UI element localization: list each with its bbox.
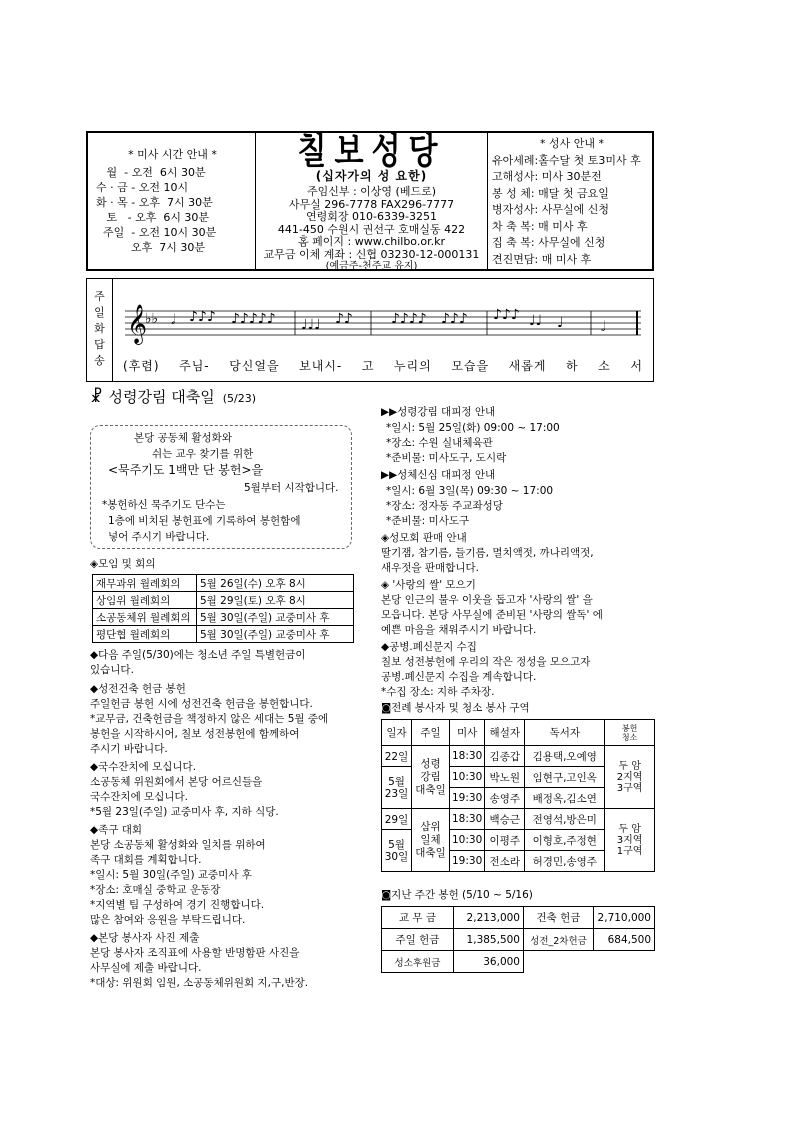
mass-row: 오후 7시 30분 (96, 241, 205, 254)
date-cell: 29일 (382, 809, 412, 830)
lyric: 당신얼을 (229, 359, 280, 373)
sacrament-title: * 성사 안내 * (540, 137, 604, 150)
cell: 건축 헌금 (524, 907, 594, 929)
retreat2-line: *일시: 6월 3일(목) 09:30 ~ 17:00 (386, 485, 554, 497)
svg-text:𝅗𝅥: 𝅗𝅥 (171, 312, 176, 328)
retreat1-line: *준비물: 미사도구, 도시락 (386, 452, 507, 464)
service-heading: ◙전례 봉사자 및 청소 봉사 구역 (381, 702, 530, 714)
table-row (382, 929, 655, 951)
svg-text:♪♪♪♪♪: ♪♪♪♪♪ (231, 311, 276, 327)
cell: 평단협 월례회의 (93, 626, 197, 643)
cell (524, 951, 594, 973)
mass-row: 월 - 오전 6시 30분 (96, 166, 206, 179)
cell: 이평주 (485, 830, 525, 851)
svg-text:♪♪♪: ♪♪♪ (441, 311, 468, 327)
church-subtitle: (십자가의 성 요한) (315, 169, 428, 183)
cell: 재무과위 월례회의 (93, 575, 197, 592)
lyric: 고 (361, 359, 375, 373)
feast-heading: ◆국수잔치에 모십니다. (90, 761, 197, 773)
cell: 허경민,송영주 (525, 851, 605, 872)
bottle-line: 칠보 성전봉헌에 우리의 작은 정성을 모으고자 (381, 656, 591, 668)
table-row (93, 609, 354, 626)
psalm-side-label (87, 279, 113, 381)
bottle-heading: ◆공병.폐신문지 수집 (381, 641, 477, 653)
svg-text:♪♪♪: ♪♪♪ (493, 307, 520, 323)
rice-heading: ◈ '사랑의 쌀' 모으기 (381, 579, 476, 591)
lyric: 보내시- (299, 359, 343, 373)
rice-line: 예쁜 마음을 채워주시기 바랍니다. (381, 624, 537, 636)
table-row (93, 592, 354, 609)
mass-row: 토 - 오후 6시 30분 (96, 211, 210, 224)
cell: 소공동체위 월례회의 (93, 609, 197, 626)
bottle-line: *수집 장소: 지하 주차장. (381, 686, 495, 698)
retreat2-line: *준비물: 미사도구 (386, 515, 470, 527)
cell: 19:30 (450, 851, 485, 872)
account-note: (예금주-천주교 유지) (325, 261, 418, 272)
page-title (90, 386, 256, 407)
table-row (382, 809, 655, 830)
build-line: *교무금, 건축헌금을 책정하지 않은 세대는 5월 중에 (90, 713, 329, 725)
feast-line: *5월 23일(주일) 교중미사 후, 지하 식당. (90, 806, 279, 818)
cell: 박노원 (485, 767, 525, 788)
header-cell: 봉헌 청소 (605, 720, 655, 746)
svg-text:♪♪♪♪: ♪♪♪♪ (391, 311, 427, 327)
soccer-line: *장소: 호매실 중학교 운동장 (90, 884, 221, 896)
notice-line: 본당 공동체 활성화와 (134, 432, 232, 444)
chi-rho-icon: ☧ (90, 387, 103, 406)
mother-line: 딸기잼, 참기름, 들기름, 멸치액젓, 까나리액젓, (381, 547, 594, 559)
soccer-line: 많은 참여와 응원을 부탁드립니다. (90, 914, 246, 926)
cell: 임현구,고인옥 (525, 767, 605, 788)
table-row (382, 746, 655, 767)
sacrament-row: 차 축 복: 매 미사 후 (492, 219, 588, 233)
cell: 전영석,방은미 (525, 809, 605, 830)
offering-heading: ◙지난 주간 봉헌 (5/10 ~ 5/16) (381, 889, 533, 901)
cell: 5월 30일(주일) 교중미사 후 (197, 609, 354, 626)
mass-row: 주일 - 오전 10시 30분 (96, 226, 217, 239)
cell: 교 무 금 (382, 907, 454, 929)
info-line: 주임신부 : 이상영 (베드로) (306, 185, 437, 198)
cell: 36,000 (454, 951, 524, 973)
retreat2-heading: ▶▶성체신심 대피정 안내 (381, 469, 496, 481)
side-char: 송 (94, 354, 105, 367)
side-char: 화 (94, 322, 105, 335)
info-line: 교무금 이체 계좌 : 신협 03230-12-000131 (263, 247, 480, 261)
date-cell: 5월 23일 (382, 767, 412, 809)
soccer-line: 본당 소공동체 활성화와 일치를 위하여 (90, 839, 266, 851)
cell: 5월 26일(수) 오후 8시 (197, 575, 354, 592)
header-cell: 독서자 (525, 720, 605, 746)
cell: 김용택,오예영 (525, 746, 605, 767)
offering-table (381, 906, 655, 973)
feast-line: 국수잔치에 모십니다. (90, 791, 188, 803)
table-row (93, 626, 354, 643)
header-cell: 해설자 (485, 720, 525, 746)
church-info (256, 130, 488, 272)
info-line: 홈 페이지 : www.chilbo.or.kr (298, 235, 445, 248)
table-row (382, 720, 655, 746)
photo-line: 사무실에 제출 바랍니다. (90, 962, 202, 974)
lyric: 하 (566, 359, 579, 373)
table-row (93, 575, 354, 592)
feast-title: 성령강림 대축일 (108, 388, 215, 406)
header-cell: 일자 (382, 720, 412, 746)
cell: 성소후원금 (382, 951, 454, 973)
feast-date: (5/23) (222, 392, 257, 405)
rice-line: 본당 인근의 불우 이웃을 돕고자 '사랑의 쌀' 을 (381, 594, 593, 606)
cell: 5월 29일(토) 오후 8시 (197, 592, 354, 609)
notice-line: 쉬는 교우 찾기를 위한 (152, 448, 254, 460)
photo-line: 본당 봉사자 조직표에 사용할 반명함판 사진을 (90, 947, 300, 959)
mass-row: 화 · 목 - 오후 7시 30분 (96, 196, 213, 209)
sacrament-row: 봉 성 체: 매달 첫 금요일 (492, 186, 609, 200)
rice-line: 모읍니다. 본당 사무실에 준비된 '사랑의 쌀독' 에 (381, 609, 603, 621)
psalm-lyrics (123, 357, 643, 374)
cell: 10:30 (450, 830, 485, 851)
soccer-line: *지역별 팀 구성하여 경기 진행합니다. (90, 899, 265, 911)
meetings-table (92, 574, 354, 643)
info-line: 441-450 수원시 권선구 호매실동 422 (277, 222, 466, 236)
cell: 전소라 (485, 851, 525, 872)
table-row (382, 951, 655, 973)
sacrament-row: 견진면담: 매 미사 후 (492, 252, 592, 266)
psalm-box (86, 278, 654, 382)
cell: 성전_2차헌금 (524, 929, 594, 951)
mother-heading: ◈성모회 판매 안내 (381, 532, 467, 544)
service-table (381, 719, 655, 872)
date-cell: 22일 (382, 746, 412, 767)
photo-heading: ◆본당 봉사자 사진 제출 (90, 932, 200, 944)
mass-title: * 미사 시간 안내 * (128, 148, 217, 161)
lyric: 모습을 (451, 359, 490, 373)
soccer-line: *일시: 5월 30일(주일) 교중미사 후 (90, 869, 252, 881)
youth-line: ◆다음 주일(5/30)에는 청소년 주일 특별헌금이 (90, 649, 306, 661)
youth-line: 있습니다. (90, 664, 134, 676)
notice-line: <묵주기도 1백만 단 봉헌>을 (108, 463, 264, 477)
feast-cell: 삼위 일체 대축일 (412, 809, 450, 872)
sacrament-row: 병자성사: 사무실에 신청 (492, 203, 609, 216)
mother-line: 새우젓을 판매합니다. (381, 562, 479, 574)
retreat1-heading: ▶▶성령강림 대피정 안내 (381, 406, 496, 418)
retreat1-line: *일시: 5월 25일(화) 09:00 ~ 17:00 (386, 422, 560, 434)
notice-line: 1층에 비치된 봉헌표에 기록하여 봉헌함에 (108, 515, 301, 527)
build-heading: ◆성전건축 헌금 봉헌 (90, 683, 186, 695)
cell: 2,213,000 (454, 907, 524, 929)
cell: 배정옥,김소연 (525, 788, 605, 809)
side-char: 답 (94, 338, 105, 351)
info-line: 사무실 296-7778 FAX296-7777 (288, 197, 455, 211)
cell: 18:30 (450, 746, 485, 767)
clean-cell: 두 암 3지역 1구역 (605, 809, 655, 872)
lyric: 누리의 (393, 359, 432, 373)
notice-line: *봉헌하신 묵주기도 단수는 (102, 499, 226, 511)
cell: 18:30 (450, 809, 485, 830)
svg-text:♭♭: ♭♭ (145, 311, 159, 327)
soccer-line: 족구 대회를 계획합니다. (90, 854, 202, 866)
svg-text:♩♩♩: ♩♩♩ (301, 317, 321, 333)
notice-line: 5월부터 시작합니다. (244, 482, 339, 494)
cell: 10:30 (450, 767, 485, 788)
church-name: 칠보성당 (297, 130, 446, 173)
soccer-heading: ◆족구 대회 (90, 824, 142, 836)
table-row (382, 907, 655, 929)
mass-row: 수 · 금 - 오전 10시 (96, 181, 189, 194)
svg-text:𝄞: 𝄞 (127, 304, 148, 344)
header-box (86, 131, 654, 271)
cell: 백승근 (485, 809, 525, 830)
retreat1-line: *장소: 수원 실내체육관 (386, 437, 493, 449)
svg-text:𝅗𝅥: 𝅗𝅥 (601, 319, 606, 335)
cell: 19:30 (450, 788, 485, 809)
notice-line: 넣어 주시기 바랍니다. (108, 531, 210, 543)
feast-cell: 성령 강림 대축일 (412, 746, 450, 809)
sacrament-info (488, 133, 652, 269)
lyric: (후렴) (123, 359, 160, 373)
meetings-heading: ◈모임 및 회의 (90, 558, 156, 570)
svg-text:♪♪: ♪♪ (335, 311, 353, 327)
sacrament-row: 고해성사: 미사 30분전 (492, 170, 602, 183)
cell: 김종갑 (485, 746, 525, 767)
photo-line: *대상: 위원회 임원, 소공동체위원회 지,구,반장. (90, 977, 309, 989)
bottle-line: 공병.폐신문지 수집을 계속합니다. (381, 671, 537, 683)
svg-text:♩: ♩ (557, 315, 564, 331)
svg-text:♪♪♪: ♪♪♪ (189, 309, 216, 325)
cell: 주일 헌금 (382, 929, 454, 951)
sacrament-row: 유아세례:홀수달 첫 토3미사 후 (492, 153, 641, 167)
build-line: 주시기 바랍니다. (90, 743, 168, 755)
header-cell: 주일 (412, 720, 450, 746)
lyric: 새롭게 (508, 359, 547, 373)
cell: 송영주 (485, 788, 525, 809)
side-char: 주 (94, 290, 105, 303)
cell: 684,500 (594, 929, 655, 951)
header-cell: 미사 (450, 720, 485, 746)
lyric: 소 (598, 359, 611, 373)
cell: 1,385,500 (454, 929, 524, 951)
sacrament-row: 집 축 복: 사무실에 신청 (492, 236, 606, 249)
svg-text:♩♩: ♩♩ (529, 313, 543, 329)
clean-cell: 두 암 2지역 3구역 (605, 746, 655, 809)
feast-line: 소공동체 위원회에서 본당 어르신들을 (90, 776, 263, 788)
info-line: 연령회장 010-6339-3251 (306, 210, 437, 223)
cell: 5월 30일(주일) 교중미사 후 (197, 626, 354, 643)
music-staff (121, 293, 647, 349)
lyric: 서 (630, 359, 643, 373)
cell: 상임위 월례회의 (93, 592, 197, 609)
mass-schedule (88, 133, 256, 269)
side-char: 일 (94, 306, 105, 319)
build-line: 주일헌금 봉헌 시에 성전건축 헌금을 봉헌합니다. (90, 698, 313, 710)
date-cell: 5월 30일 (382, 830, 412, 872)
cell: 2,710,000 (594, 907, 655, 929)
cell (594, 951, 655, 973)
lyric: 주님- (179, 359, 210, 373)
build-line: 봉헌을 시작하시어, 칠보 성전봉헌에 함께하여 (90, 728, 300, 740)
cell: 이형호,주정현 (525, 830, 605, 851)
retreat2-line: *장소: 정자동 주교좌성당 (386, 500, 503, 512)
